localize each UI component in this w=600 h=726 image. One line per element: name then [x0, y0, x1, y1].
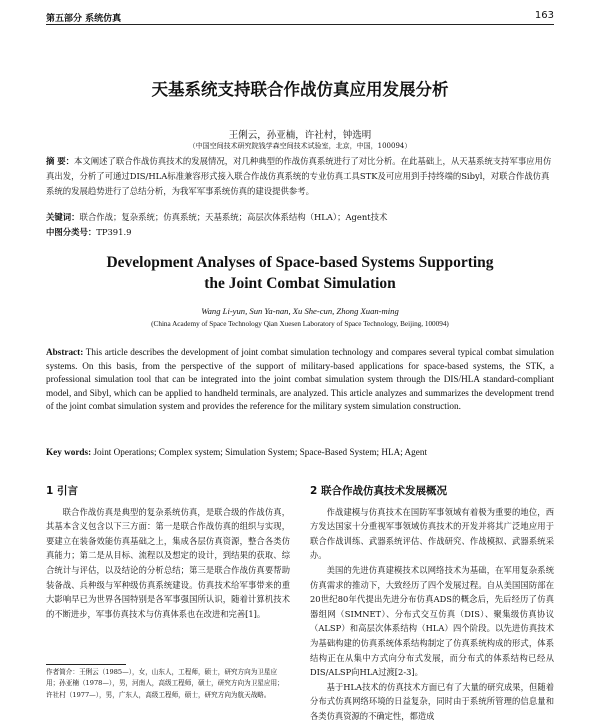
keywords-en-label: Key words: [46, 447, 92, 457]
section-1-heading: 1 引言 [46, 485, 78, 497]
affiliation-cn: （中国空间技术研究院钱学森空间技术试验室，北京，中国，100094） [188, 142, 412, 150]
abstract-cn-label: 摘 要： [46, 156, 75, 166]
authors-cn: 王俐云，孙亚楠，许社村，钟选明 [228, 130, 372, 141]
right-column [310, 484, 554, 724]
abstract-en [46, 346, 554, 414]
abstract-cn-text: 本文阐述了联合作战仿真技术的发展情况，对几种典型的作战仿真系统进行了对比分析。在此基础上，从天基系统支持军事应用仿真出发，分析了可通过DIS/HLA标准兼容形式接入联合作战仿真系统的专业仿真工具STK及可应用到手持终端的Sibyl，对联合作战仿真系统的发展趋势进行了总结分析，为我军军事系统仿真的建设提供参考。 [46, 156, 552, 196]
paper-title-en-line2: the Joint Combat Simulation [204, 275, 396, 292]
section-2-paragraph-1: 作战建模与仿真技术在国防军事领域有着极为重要的地位，西方发达国家十分重视军事领域仿真技术的开发并将其广泛地应用于联合作战训练、武器系统评估、作战研究、作战模拟、武器系统采办。 [310, 506, 554, 561]
left-column [46, 484, 290, 621]
affiliation-en: (China Academy of Space Technology Qian Xuesen Laboratory of Space Technology, Beijing, 100094) [151, 320, 449, 328]
paper-title-en [0, 252, 600, 294]
keywords-en-text: Joint Operations; Complex system; Simulation System; Space-Based System; HLA; Agent [93, 447, 428, 457]
keywords-cn-label: 关键词： [46, 212, 80, 222]
keywords-cn [46, 211, 554, 223]
classification-cn-label: 中图分类号： [46, 227, 97, 237]
section-2-paragraph-2: 美国的先进仿真建模技术以网络技术为基础，在军用复杂系统仿真需求的推动下，大致经历了四个发展过程。自从美国国防部在20世纪80年代提出先进分布仿真ADS的概念后，先后经历了仿真器组网（SIMNET）、分布式交互仿真（DIS）、聚集级仿真协议（ALSP）和高层次体系结构（HLA）四个阶段。以先进仿真技术为基础构建的仿真系统体系结构制定了仿真系统构成的形式，体系结构正在从集中方式向分布式发展，而分布式的体系结构已经从DIS/ALSP向HLA过渡[2-3]。 [310, 564, 554, 678]
authors-en: Wang Li-yun, Sun Ya-nan, Xu She-cun, Zhong Xuan-ming [201, 306, 399, 316]
section-1-paragraph: 联合作战仿真是典型的复杂系统仿真，是联合级的作战仿真，其基本含义包含以下三方面：第一是联合作战仿真的组织与实现，要建立在装备效能仿真基础之上，集成各层仿真资源，整合各类仿真能力；第二是从目标、流程以及想定的设计，到结果的获取、综合统计与评估，以及结论的分析总结；第三是联合作战仿真要帮助装备战、兵种级与军种级仿真系统建设。仿真技术给军事带来的重大影响早已为世界各国特别是各军事强国所认识，随着计算机技术的不断进步，军事仿真技术与仿真体系也在改进和完善[1]。 [46, 506, 290, 619]
keywords-cn-text: 联合作战；复杂系统；仿真系统；天基系统；高层次体系结构（HLA）；Agent技术 [79, 212, 388, 222]
keywords-en [46, 447, 554, 457]
abstract-cn [46, 154, 554, 199]
paper-title-en-line1: Development Analyses of Space-based Systems Supporting [106, 254, 494, 271]
classification-cn [46, 226, 554, 238]
section-2-paragraph-3: 基于HLA技术的仿真技术方面已有了大量的研究成果，但随着分布式仿真网络环境的日益复杂，同时由于系统所管理的信息量和各类仿真资源的不确定性，都造成 [310, 681, 554, 721]
classification-cn-text: TP391.9 [96, 227, 132, 237]
abstract-en-text: This article describes the development of joint combat simulation technology and compares several typical combat simulation systems. On this basis, from the perspective of the support of military-based applications for space-based systems, the STK, a professional simulation tool that can be integrated into the joint combat simulation system through the DIS/HLA standard-compliant model, and Sibyl, which can be applied to handheld terminals, are analyzed. This article analyzes and summarizes the development trend of the joint combat simulation system and provides the reference for the military system simulation construction. [46, 347, 554, 412]
abstract-en-label: Abstract: [46, 347, 84, 357]
paper-title-cn: 天基系统支持联合作战仿真应用发展分析 [151, 80, 449, 99]
running-head [46, 8, 554, 25]
running-head-section: 第五部分 系统仿真 [46, 14, 122, 24]
author-footnote: 作者简介：王俐云（1985—），女，山东人，工程师，硕士，研究方向为卫星应用；孙亚楠（1978—），男，河南人，高级工程师，硕士，研究方向为卫星应用；许社村（1977—），男，广东人，高级工程师，硕士，研究方向为航天战略。 [46, 668, 284, 699]
footnote-divider [46, 664, 126, 665]
page-number: 163 [534, 10, 554, 21]
section-2-heading: 2 联合作战仿真技术发展概况 [310, 485, 447, 497]
